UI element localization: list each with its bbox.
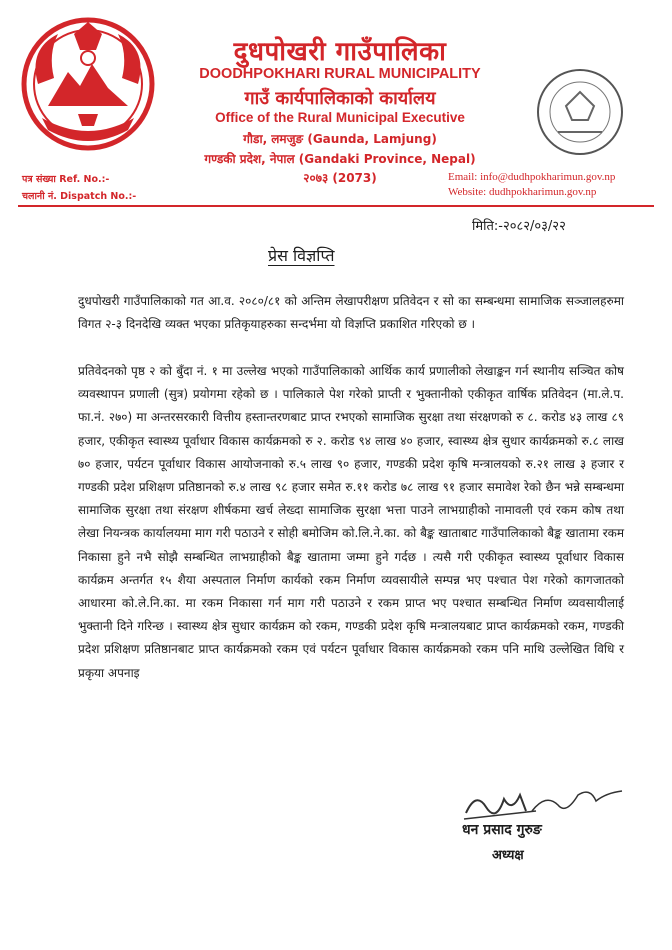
signer-name: धन प्रसाद गुरुङ	[462, 822, 542, 838]
office-name-english: Office of the Rural Municipal Executive	[215, 110, 465, 125]
body-paragraph-2: प्रतिवेदनको पृष्ठ २ को बुँदा नं. १ मा उल्लेख भएको गाउँपालिकाको आर्थिक कार्य प्रणालीको लेखाङ्कन गर्न स्थानीय सञ्चित कोष व्यवस्थापन प्रणाली (सुत्र) प्रयोगमा रहेको छ । पालिकाले पेश गरेको प्राप्ती र भुक्तानीको एकीकृत वार्षिक प्रतिवेदन (मा.ले.प. फा.नं. २७०) मा अन्तरसरकारी वित्तीय हस्तान्तरणबाट प्राप्त रभएको सामाजिक सुरक्षा तथा संरक्षणको रु ८. करोड ४३ लाख ८९ हजार, एकीकृत स्वास्थ्य पूर्वाधार विकास कार्यक्रमको रु २. करोड ९४ लाख ४० हजार, स्वास्थ्य क्षेत्र सुधार कार्यक्रमको रु.८ लाख ७० हजार, पर्यटन पूर्वाधार विकास आयोजनाको रु.५ लाख ९० हजार, गण्डकी प्रदेश कृषि मन्त्रालयको रु.२१ लाख ३ हजार र गण्डकी प्रदेश प्रशिक्षण प्रतिष्ठानको रु.४ लाख ९८ हजार समेत रु.११ करोड ७८ लाख ९१ हजार समावेश रेको छैन भन्ने सम्बन्धमा सामाजिक सुरक्षा तथा संरक्षण शीर्षकमा खर्च लेख्दा सामाजिक सुरक्षा भत्ता पाउने लाभग्राहीको नामावली एवं रकम कोष तथा लेखा नियन्त्रक कार्यालयमा माग गरी पठाउने र सोही बमोजिम को.लि.ने.का. को बैङ्क खाताबाट गाउँपालिकाको बैङ्क खातामा रकम निकासा हुने नभै सोझै सम्बन्धित लाभग्राहीको बैङ्क खातामा जम्मा हुने गर्दछ । त्यसै गरी एकीकृत स्वास्थ्य पूर्वाधार विकास कार्यक्रम अन्तर्गत १५ शैया अस्पताल निर्माण कार्यको रकम निर्माण व्यवसायीले सम्पन्न भए पश्चात पेश गरेको कागजातको आधारमा को.ले.नि.का. मा रकम निकासा गर्न माग गरी पठाउने र रकम प्राप्त भए पश्चात सम्बन्धित निर्माण व्यवसायीलाई भुक्तानी दिने गरिन्छ । स्वास्थ्य क्षेत्र सुधार कार्यक्रम को रकम, गण्डकी प्रदेश कृषि मन्त्रालयबाट प्राप्त कार्यक्रमको रकम, गण्डकी प्रदेश प्रशिक्षण प्रतिष्ठानबाट प्राप्त कार्यक्रमको रकम एवं पर्यटन पूर्वाधार विकास कार्यक्रमको रकम पनि माथि उल्लेखित विधि र प्रकृया अपनाइ	[78, 364, 624, 680]
ref-number-label: पत्र संख्या Ref. No.:-	[22, 174, 110, 185]
contact-email[interactable]: Email: info@dudhpokharimun.gov.np	[448, 171, 616, 183]
address-line-2: गण्डकी प्रदेश, नेपाल (Gandaki Province, Nepal)	[204, 152, 476, 166]
nepal-emblem-icon	[18, 14, 158, 154]
signer-title: अध्यक्ष	[492, 848, 524, 863]
municipality-name-nepali: दुधपोखरी गाउँपालिका	[233, 37, 447, 67]
address-line-1: गौडा, लमजुङ (Gaunda, Lamjung)	[243, 132, 437, 146]
contact-website[interactable]: Website: dudhpokharimun.gov.np	[448, 186, 597, 198]
office-name-nepali: गाउँ कार्यपालिकाको कार्यालय	[244, 88, 436, 109]
body-paragraph-1: दुधपोखरी गाउँपालिकाको गत आ.व. २०८०/८१ को अन्तिम लेखापरीक्षण प्रतिवेदन र सो का सम्बन्धमा सामाजिक सञ्जालहरुमा विगत २-३ दिनदेखि व्यक्त भएका प्रतिकृयाहरुका सन्दर्भमा यो विज्ञप्ति प्रकाशित गरिएको छ ।	[78, 294, 624, 332]
address-line-3: २०७३ (2073)	[303, 171, 377, 185]
letter-heading: प्रेस विज्ञप्ति	[268, 246, 335, 265]
letter-date: मिति:-२०८२/०३/२२	[472, 219, 566, 234]
dispatch-number-label: चलानी नं. Dispatch No.:-	[22, 191, 137, 202]
municipality-name-english: DOODHPOKHARI RURAL MUNICIPALITY	[199, 66, 481, 82]
header-divider	[18, 205, 654, 207]
office-seal-icon	[520, 62, 640, 162]
